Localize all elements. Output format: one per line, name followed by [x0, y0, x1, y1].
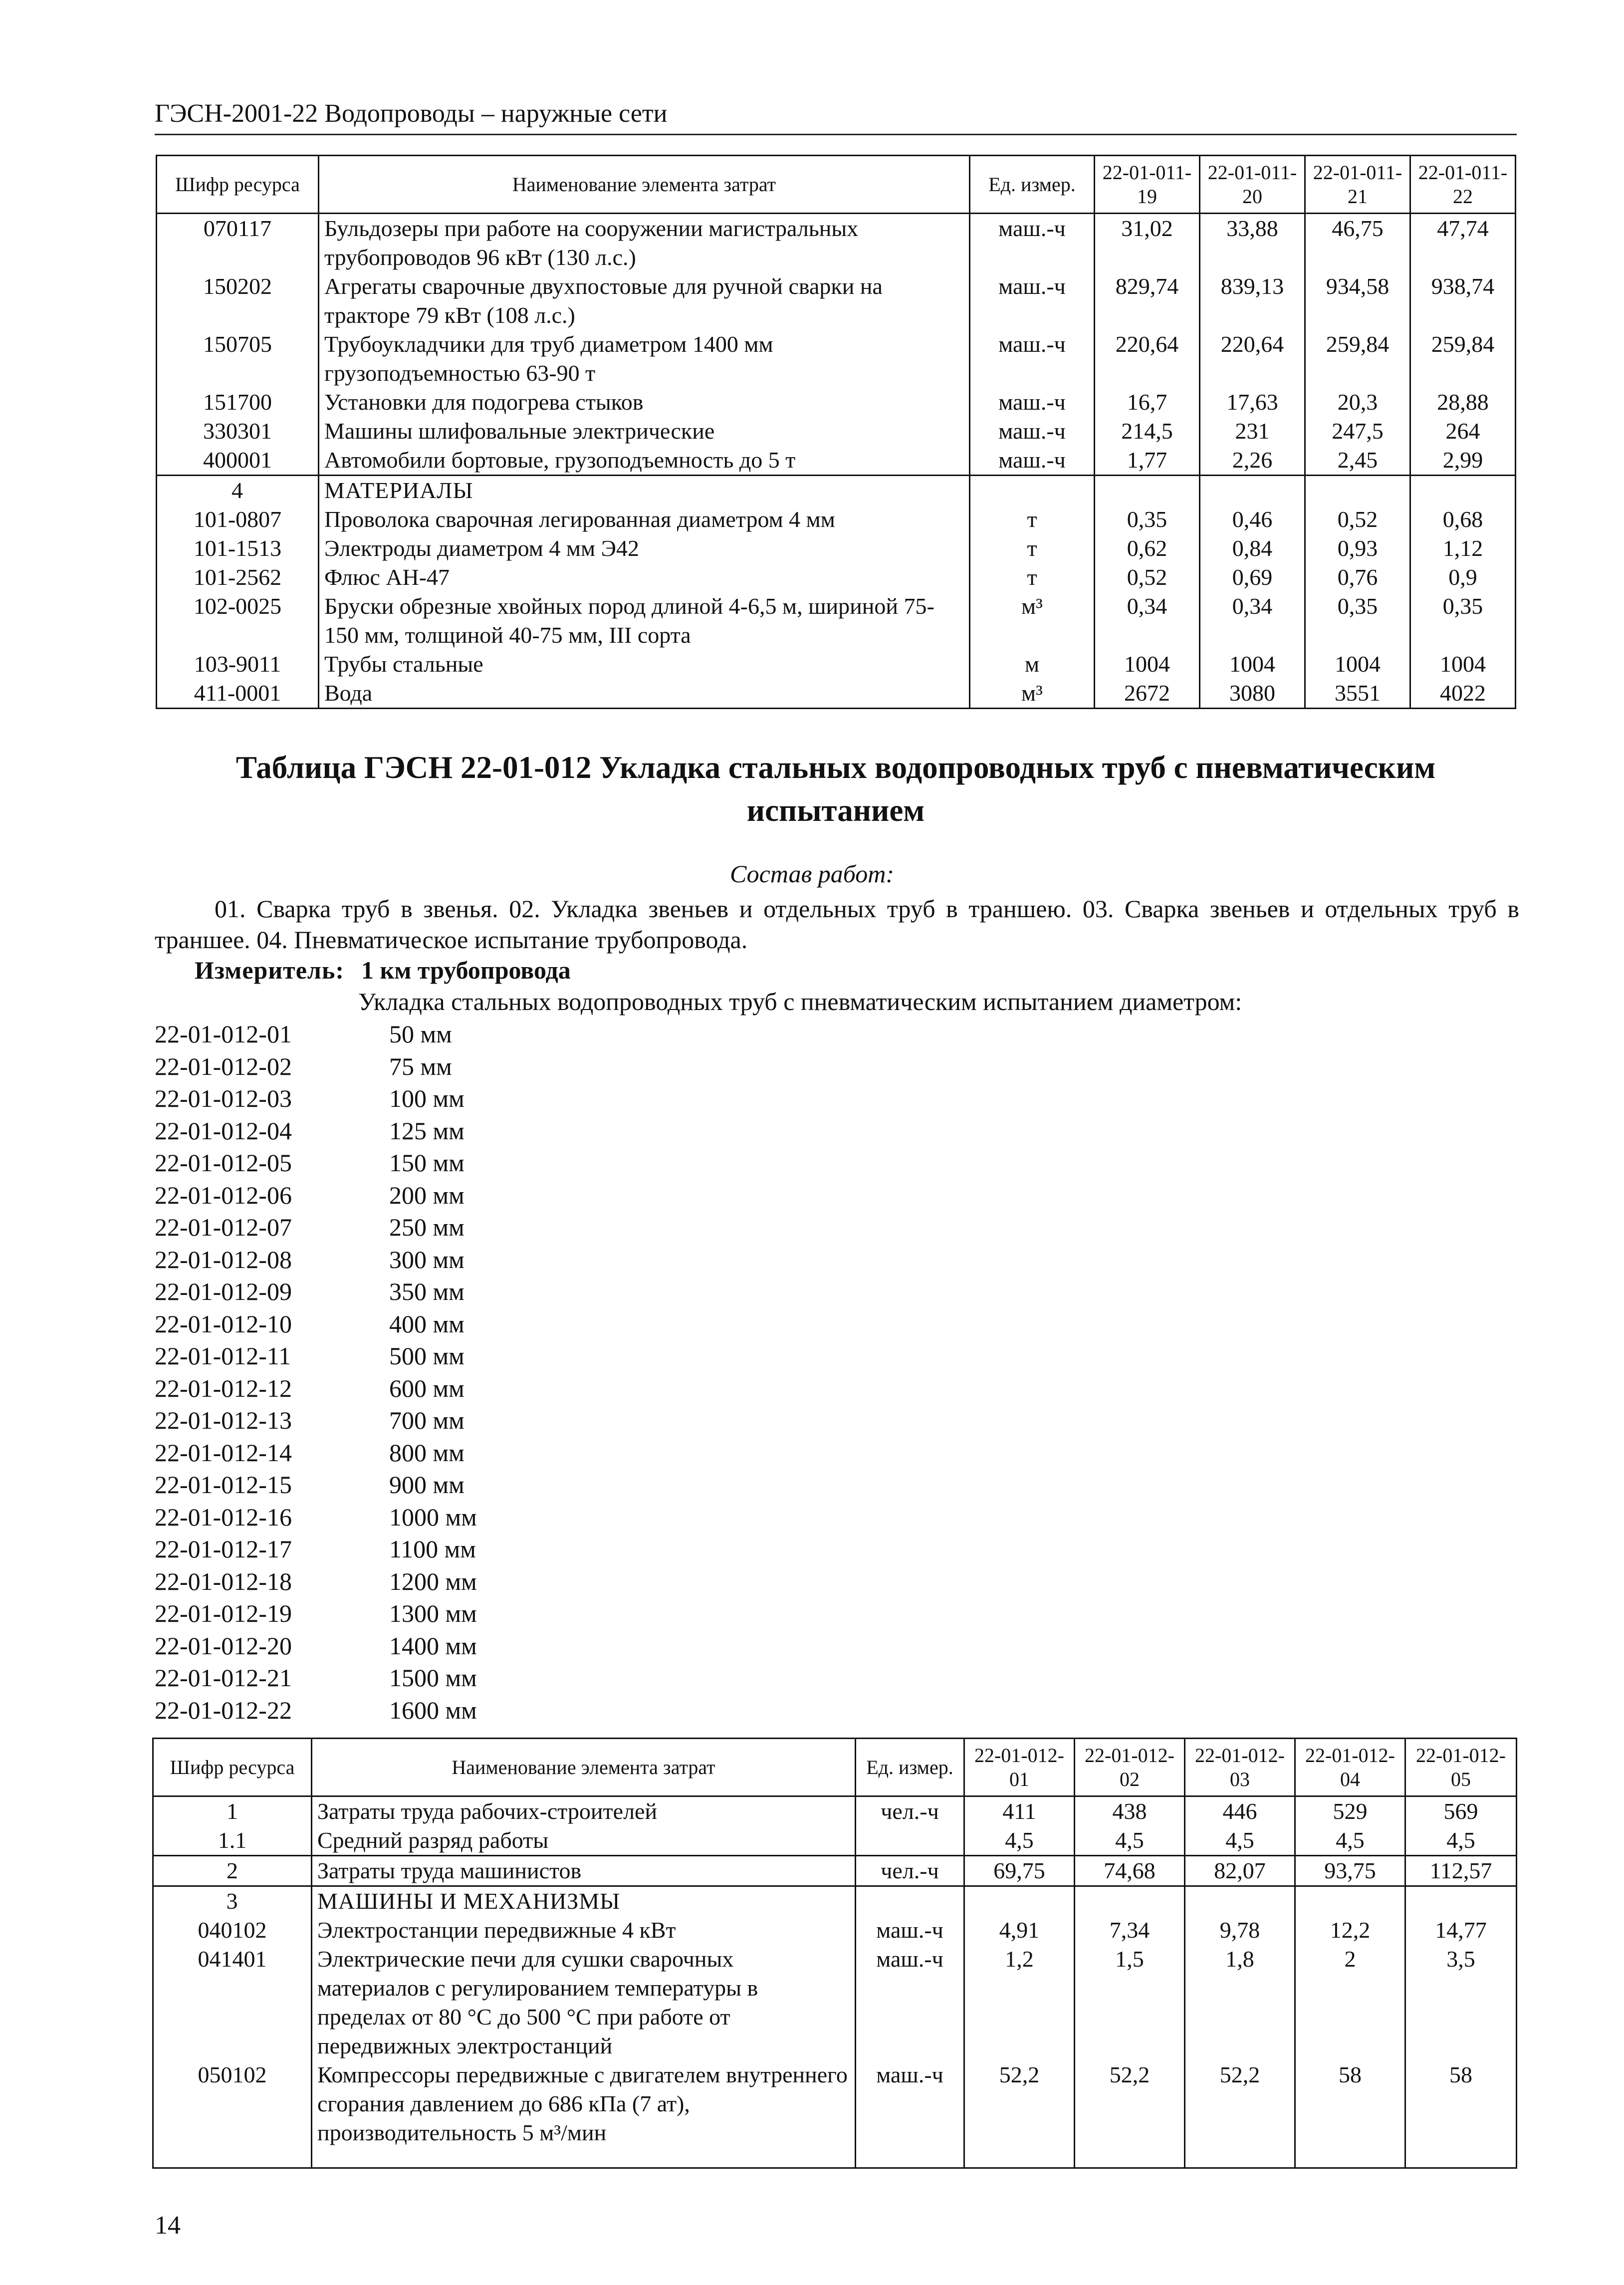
variant-size: 200 мм: [389, 1181, 464, 1209]
resource-value: 1,5: [1075, 1945, 1185, 2060]
resource-value: 0,69: [1200, 563, 1305, 592]
resource-value: 529: [1295, 1796, 1405, 1826]
resource-code: 101-1513: [157, 534, 319, 563]
list-item: [155, 1469, 477, 1501]
resource-unit: маш.-ч: [970, 330, 1095, 388]
resource-value: 0,52: [1095, 563, 1200, 592]
resource-value: 16,7: [1095, 388, 1200, 417]
table-row: [153, 1945, 1517, 2060]
resource-value: 438: [1075, 1796, 1185, 1826]
list-item: [155, 1275, 477, 1308]
list-item: [155, 1565, 477, 1598]
resource-value: 52,2: [1075, 2060, 1185, 2168]
resource-code: 102-0025: [157, 592, 319, 650]
resource-value: 2: [1295, 1945, 1405, 2060]
resource-name: Вода: [319, 679, 970, 709]
section-title: МАТЕРИАЛЫ: [319, 476, 970, 506]
resource-value: 214,5: [1095, 417, 1200, 446]
resource-value: 4,5: [1075, 1826, 1185, 1856]
variant-code: 22-01-012-13: [155, 1406, 292, 1434]
list-item: [155, 1082, 477, 1115]
variant-size: 125 мм: [389, 1116, 464, 1145]
resource-value: 4,5: [1295, 1826, 1405, 1856]
list-item: [155, 1115, 477, 1147]
table-row: [157, 330, 1516, 388]
resource-value: 231: [1200, 417, 1305, 446]
variant-code: 22-01-012-18: [155, 1567, 292, 1595]
resource-value: 0,35: [1410, 592, 1516, 650]
table-title: Таблица ГЭСН 22-01-012 Укладка стальных водопроводных труб с пневматическим испытанием: [235, 750, 1436, 828]
resource-value: 82,07: [1185, 1856, 1295, 1886]
col-header-variant: 22-01-011-21: [1305, 156, 1410, 214]
resource-value: 220,64: [1095, 330, 1200, 388]
resource-value: 0,76: [1305, 563, 1410, 592]
resource-value: 938,74: [1410, 272, 1516, 330]
table-row: [157, 417, 1516, 446]
list-item: [155, 1597, 477, 1630]
list-item: [155, 1018, 477, 1050]
resource-value: 259,84: [1410, 330, 1516, 388]
resource-value: 839,13: [1200, 272, 1305, 330]
resource-value: 4,5: [964, 1826, 1075, 1856]
resource-name: Компрессоры передвижные с двигателем внутреннего сгорания давлением до 686 кПа (7 ат), производительность 5 м³/мин: [312, 2060, 856, 2168]
list-item: [155, 1694, 477, 1727]
variant-size: 1100 мм: [389, 1535, 476, 1563]
measurer: [195, 956, 571, 985]
variant-code: 22-01-012-15: [155, 1471, 292, 1499]
variant-size: 400 мм: [389, 1309, 464, 1338]
variant-code: 22-01-012-17: [155, 1535, 292, 1563]
resource-value: 1,2: [964, 1945, 1075, 2060]
variant-size: 100 мм: [389, 1084, 464, 1112]
variant-size: 700 мм: [389, 1406, 464, 1434]
table-row: [157, 446, 1516, 476]
variant-code: 22-01-012-11: [155, 1342, 291, 1370]
table-row: [157, 534, 1516, 563]
resource-value: 0,52: [1305, 505, 1410, 534]
resource-code: 070117: [157, 214, 319, 272]
resource-unit: маш.-ч: [970, 388, 1095, 417]
variant-code: 22-01-012-12: [155, 1374, 292, 1402]
resource-unit: т: [970, 534, 1095, 563]
col-header-variant: 22-01-012-01: [964, 1739, 1075, 1796]
resource-value: 3080: [1200, 679, 1305, 709]
resource-code: 411-0001: [157, 679, 319, 709]
variant-code: 22-01-012-09: [155, 1277, 292, 1305]
resource-code: 150202: [157, 272, 319, 330]
resource-unit: м³: [970, 679, 1095, 709]
resource-value: 411: [964, 1796, 1075, 1826]
resource-name: Затраты труда машинистов: [312, 1856, 856, 1886]
resource-value: 46,75: [1305, 214, 1410, 272]
list-item: [155, 1501, 477, 1533]
resource-table-011: [156, 155, 1516, 709]
resource-name: Флюс АН-47: [319, 563, 970, 592]
resource-value: 0,68: [1410, 505, 1516, 534]
resource-code: 1.1: [153, 1826, 312, 1856]
resource-unit: маш.-ч: [970, 272, 1095, 330]
variant-size: 300 мм: [389, 1245, 464, 1273]
table-row: [157, 214, 1516, 272]
table-row: [157, 272, 1516, 330]
resource-value: 74,68: [1075, 1856, 1185, 1886]
resource-unit: маш.-ч: [856, 1916, 964, 1945]
resource-value: 0,35: [1305, 592, 1410, 650]
resource-name: Электростанции передвижные 4 кВт: [312, 1916, 856, 1945]
resource-code: 050102: [153, 2060, 312, 2168]
resource-unit: маш.-ч: [970, 214, 1095, 272]
resource-name: Электрические печи для сушки сварочных материалов с регулированием температуры в пределах от 80 °С до 500 °С при работе от передвижных электростанций: [312, 1945, 856, 2060]
list-item: [155, 1244, 477, 1276]
resource-unit: чел.-ч: [856, 1856, 964, 1886]
resource-value: 2672: [1095, 679, 1200, 709]
variant-size: 500 мм: [389, 1342, 464, 1370]
resource-code: 101-2562: [157, 563, 319, 592]
resource-unit: м³: [970, 592, 1095, 650]
resource-value: 0,34: [1095, 592, 1200, 650]
list-item: [155, 1533, 477, 1565]
variant-size: 250 мм: [389, 1213, 464, 1241]
resource-name: Установки для подогрева стыков: [319, 388, 970, 417]
list-item: [155, 1050, 477, 1083]
variant-size: 1300 мм: [389, 1599, 477, 1627]
header-rule: [155, 134, 1517, 135]
resource-name: Агрегаты сварочные двухпостовые для ручной сварки на тракторе 79 кВт (108 л.с.): [319, 272, 970, 330]
resource-value: 52,2: [964, 2060, 1075, 2168]
resource-name: Автомобили бортовые, грузоподъемность до 5 т: [319, 446, 970, 476]
resource-name: Бруски обрезные хвойных пород длиной 4-6,5 м, шириной 75-150 мм, толщиной 40-75 мм, III сорта: [319, 592, 970, 650]
resource-value: 934,58: [1305, 272, 1410, 330]
resource-value: 1004: [1200, 650, 1305, 679]
table-row: [153, 1826, 1517, 1856]
resource-value: 4,91: [964, 1916, 1075, 1945]
table-row: [153, 1856, 1517, 1886]
resource-code: 103-9011: [157, 650, 319, 679]
resource-value: 20,3: [1305, 388, 1410, 417]
col-header-name: Наименование элемента затрат: [319, 156, 970, 214]
resource-unit: т: [970, 505, 1095, 534]
resource-value: 2,45: [1305, 446, 1410, 476]
list-item: [155, 1404, 477, 1437]
resource-value: 0,62: [1095, 534, 1200, 563]
variant-code: 22-01-012-21: [155, 1664, 292, 1692]
composition-label: Состав работ:: [729, 860, 895, 888]
resource-code: 151700: [157, 388, 319, 417]
resource-value: 1,77: [1095, 446, 1200, 476]
col-header-unit: Ед. измер.: [856, 1739, 964, 1796]
resource-value: 12,2: [1295, 1916, 1405, 1945]
resource-code: 150705: [157, 330, 319, 388]
resource-code: 101-0807: [157, 505, 319, 534]
resource-name: Средний разряд работы: [312, 1826, 856, 1856]
list-item: [155, 1662, 477, 1694]
resource-value: 446: [1185, 1796, 1295, 1826]
resource-value: 17,63: [1200, 388, 1305, 417]
resource-unit: т: [970, 563, 1095, 592]
resource-unit: маш.-ч: [856, 2060, 964, 2168]
resource-value: 52,2: [1185, 2060, 1295, 2168]
resource-value: 33,88: [1200, 214, 1305, 272]
col-header-variant: 22-01-012-03: [1185, 1739, 1295, 1796]
variant-code: 22-01-012-20: [155, 1631, 292, 1660]
resource-value: 0,46: [1200, 505, 1305, 534]
variant-size: 1600 мм: [389, 1696, 477, 1724]
table-row: [153, 1796, 1517, 1826]
table-row: [157, 592, 1516, 650]
resource-value: 58: [1295, 2060, 1405, 2168]
resource-value: 259,84: [1305, 330, 1410, 388]
variant-code: 22-01-012-14: [155, 1438, 292, 1467]
variant-code: 22-01-012-07: [155, 1213, 292, 1241]
variant-code: 22-01-012-06: [155, 1181, 292, 1209]
table-row: [153, 1916, 1517, 1945]
resource-value: 264: [1410, 417, 1516, 446]
resource-name: Машины шлифовальные электрические: [319, 417, 970, 446]
col-header-code: Шифр ресурса: [153, 1739, 312, 1796]
variant-size: 600 мм: [389, 1374, 464, 1402]
variant-code: 22-01-012-01: [155, 1020, 292, 1048]
section-title: МАШИНЫ И МЕХАНИЗМЫ: [312, 1886, 856, 1916]
col-header-variant: 22-01-011-19: [1095, 156, 1200, 214]
variant-code: 22-01-012-10: [155, 1309, 292, 1338]
resource-table-012: [152, 1738, 1517, 2169]
resource-value: 14,77: [1405, 1916, 1517, 1945]
resource-name: Проволока сварочная легированная диаметром 4 мм: [319, 505, 970, 534]
variant-code: 22-01-012-22: [155, 1696, 292, 1724]
variant-code: 22-01-012-04: [155, 1116, 292, 1145]
section-code: 3: [153, 1886, 312, 1916]
resource-unit: маш.-ч: [970, 446, 1095, 476]
col-header-unit: Ед. измер.: [970, 156, 1095, 214]
resource-value: 0,35: [1095, 505, 1200, 534]
variant-size: 1000 мм: [389, 1503, 477, 1531]
resource-value: 2,26: [1200, 446, 1305, 476]
resource-value: 4022: [1410, 679, 1516, 709]
resource-code: 040102: [153, 1916, 312, 1945]
resource-value: 220,64: [1200, 330, 1305, 388]
variant-size: 75 мм: [389, 1052, 452, 1080]
table-row: [157, 679, 1516, 709]
variant-size: 50 мм: [389, 1020, 452, 1048]
col-header-variant: 22-01-011-20: [1200, 156, 1305, 214]
variant-code: 22-01-012-03: [155, 1084, 292, 1112]
section-row: [157, 476, 1516, 506]
variant-size: 800 мм: [389, 1438, 464, 1467]
resource-value: 93,75: [1295, 1856, 1405, 1886]
variant-list: [155, 1018, 477, 1726]
running-header: ГЭСН-2001-22 Водопроводы – наружные сети: [155, 99, 668, 128]
resource-value: 569: [1405, 1796, 1517, 1826]
list-item: [155, 1437, 477, 1469]
list-item: [155, 1340, 477, 1372]
variant-code: 22-01-012-19: [155, 1599, 292, 1627]
variant-code: 22-01-012-02: [155, 1052, 292, 1080]
resource-value: 47,74: [1410, 214, 1516, 272]
resource-value: 247,5: [1305, 417, 1410, 446]
resource-value: 31,02: [1095, 214, 1200, 272]
resource-value: 1004: [1305, 650, 1410, 679]
resource-value: 1,8: [1185, 1945, 1295, 2060]
resource-value: 3,5: [1405, 1945, 1517, 2060]
table-row: [157, 563, 1516, 592]
resource-value: 1004: [1095, 650, 1200, 679]
resource-name: Электроды диаметром 4 мм Э42: [319, 534, 970, 563]
resource-name: Бульдозеры при работе на сооружении магистральных трубопроводов 96 кВт (130 л.с.): [319, 214, 970, 272]
list-item: [155, 1372, 477, 1405]
measurer-label: Измеритель:: [195, 956, 345, 984]
resource-value: 0,34: [1200, 592, 1305, 650]
resource-name: Затраты труда рабочих-строителей: [312, 1796, 856, 1826]
resource-value: 4,5: [1185, 1826, 1295, 1856]
resource-value: 0,93: [1305, 534, 1410, 563]
variant-size: 150 мм: [389, 1149, 464, 1177]
resource-value: 112,57: [1405, 1856, 1517, 1886]
composition-text: 01. Сварка труб в звенья. 02. Укладка звеньев и отдельных труб в траншею. 03. Сварка звеньев и отдельных труб в траншее. 04. Пневматическое испытание трубопровода.: [155, 895, 1519, 954]
resource-unit: чел.-ч: [856, 1796, 964, 1826]
resource-value: 2,99: [1410, 446, 1516, 476]
variant-size: 900 мм: [389, 1471, 464, 1499]
table-row: [157, 650, 1516, 679]
col-header-variant: 22-01-012-02: [1075, 1739, 1185, 1796]
col-header-name: Наименование элемента затрат: [312, 1739, 856, 1796]
resource-code: 1: [153, 1796, 312, 1826]
resource-unit: маш.-ч: [856, 1945, 964, 2060]
resource-name: Трубы стальные: [319, 650, 970, 679]
resource-value: 1,12: [1410, 534, 1516, 563]
resource-name: Трубоукладчики для труб диаметром 1400 мм грузоподъемностью 63-90 т: [319, 330, 970, 388]
col-header-variant: 22-01-012-04: [1295, 1739, 1405, 1796]
resource-value: 7,34: [1075, 1916, 1185, 1945]
variant-size: 1200 мм: [389, 1567, 477, 1595]
col-header-code: Шифр ресурса: [157, 156, 319, 214]
resource-code: 041401: [153, 1945, 312, 2060]
variant-code: 22-01-012-08: [155, 1245, 292, 1273]
variant-code: 22-01-012-16: [155, 1503, 292, 1531]
resource-value: 0,9: [1410, 563, 1516, 592]
resource-value: 4,5: [1405, 1826, 1517, 1856]
resource-value: 1004: [1410, 650, 1516, 679]
resource-value: 0,84: [1200, 534, 1305, 563]
resource-code: 330301: [157, 417, 319, 446]
variants-intro: Укладка стальных водопроводных труб с пневматическим испытанием диаметром:: [358, 988, 1242, 1016]
variant-size: 1500 мм: [389, 1664, 477, 1692]
resource-code: 400001: [157, 446, 319, 476]
list-item: [155, 1147, 477, 1179]
table-row: [157, 505, 1516, 534]
section-row: [153, 1886, 1517, 1916]
resource-value: 28,88: [1410, 388, 1516, 417]
list-item: [155, 1179, 477, 1212]
resource-value: 58: [1405, 2060, 1517, 2168]
list-item: [155, 1211, 477, 1244]
col-header-variant: 22-01-011-22: [1410, 156, 1516, 214]
measurer-value: 1 км трубопровода: [361, 956, 571, 984]
list-item: [155, 1630, 477, 1662]
section-code: 4: [157, 476, 319, 506]
variant-size: 350 мм: [389, 1277, 464, 1305]
variant-code: 22-01-012-05: [155, 1149, 292, 1177]
table-row: [153, 2060, 1517, 2168]
resource-code: 2: [153, 1856, 312, 1886]
table-row: [157, 388, 1516, 417]
resource-unit: м: [970, 650, 1095, 679]
resource-value: 3551: [1305, 679, 1410, 709]
variant-size: 1400 мм: [389, 1631, 477, 1660]
resource-value: 829,74: [1095, 272, 1200, 330]
page-number: 14: [155, 2211, 181, 2240]
resource-value: 69,75: [964, 1856, 1075, 1886]
col-header-variant: 22-01-012-05: [1405, 1739, 1517, 1796]
resource-unit: маш.-ч: [970, 417, 1095, 446]
resource-unit: [856, 1826, 964, 1856]
resource-value: 9,78: [1185, 1916, 1295, 1945]
list-item: [155, 1308, 477, 1340]
